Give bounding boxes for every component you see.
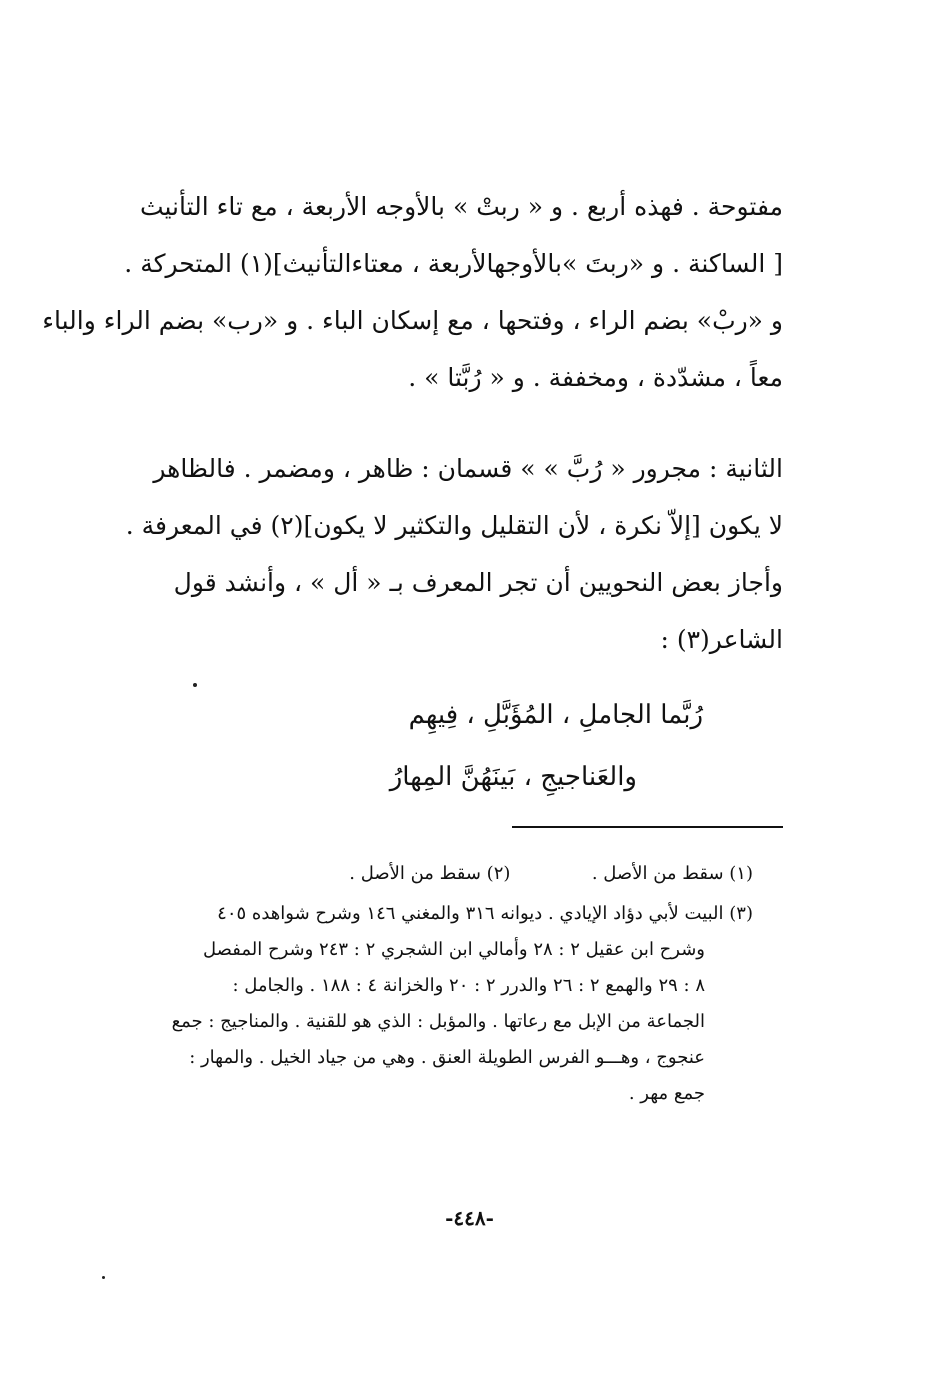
- footnote-line: وشرح ابن عقيل ٢ : ٢٨ وأمالي ابن الشجري ٢ : ٢٤٣ وشرح المفصل: [203, 939, 705, 960]
- text-line: مفتوحة . فهذه أربع . و « ربتْ » بالأوجه الأربعة ، مع تاء التأنيث: [139, 192, 783, 221]
- paragraph-majrur-of-rubba: [118, 440, 783, 668]
- footnote-line: الجماعة من الإبل مع رعاتها . والمؤبل : الذي هو للقنية . والمناجيج : جمع: [171, 1011, 705, 1032]
- ink-speck: [193, 683, 197, 687]
- footnote-2: (٢) سقط من الأصل .: [349, 863, 511, 884]
- ink-speck: [102, 1276, 105, 1279]
- text-line: معاً ، مشدّدة ، ومخففة . و « رُبَّتا » .: [408, 363, 783, 392]
- footnote-line: (٣) البيت لأبي دؤاد الإيادي . ديوانه ٣١٦ والمغني ١٤٦ وشرح شواهده ٤٠٥: [217, 903, 753, 924]
- text-line: الثانية : مجرور « رُبَّ » » قسمان : ظاهر ، ومضمر . فالظاهر: [153, 454, 783, 483]
- paragraph-forms-of-rubba: [42, 178, 783, 406]
- page-number: -٤٤٨-: [445, 1206, 494, 1230]
- text-line: لا يكون [إلاّ نكرة ، لأن التقليل والتكثير لا يكون](٢) في المعرفة .: [125, 511, 783, 540]
- footnote-row: [125, 856, 753, 896]
- text-line: الشاعر(٣) :: [660, 625, 783, 654]
- footnote-line: جمع مهر .: [628, 1083, 705, 1104]
- footnote-1: (١) سقط من الأصل .: [591, 863, 753, 884]
- text-line: وأجاز بعض النحويين أن تجر المعرف بـ « أل » ، وأنشد قول: [173, 568, 783, 597]
- text-line: [ الساكنة . و «ربتَ »بالأوجهالأربعة ، معتاءالتأنيث](١) المتحركة .: [124, 249, 783, 278]
- footnote-line: عنجوج ، وهـــو الفرس الطويلة العنق . وهي من جياد الخيل . والمهار :: [189, 1047, 705, 1068]
- footnote-line: ٨ : ٢٩ والهمع ٢ : ٢٦ والدرر ٢ : ٢٠ والخزانة ٤ : ١٨٨ . والجامل :: [232, 975, 705, 996]
- verse-first-hemistich: رُبَّما الجاملِ ، المُؤَبَّلِ ، فِيهِم: [408, 700, 703, 730]
- footnote-separator: [512, 826, 783, 828]
- footnotes: [125, 856, 753, 1112]
- footnote-3: [125, 896, 753, 1112]
- verse-second-hemistich: والعَناجيجِ ، بَينَهُنَّ المِهارُ: [389, 762, 637, 792]
- text-line: و «ربْ» بضم الراء ، وفتحها ، مع إسكان الباء . و «رب» بضم الراء والباء: [42, 306, 783, 335]
